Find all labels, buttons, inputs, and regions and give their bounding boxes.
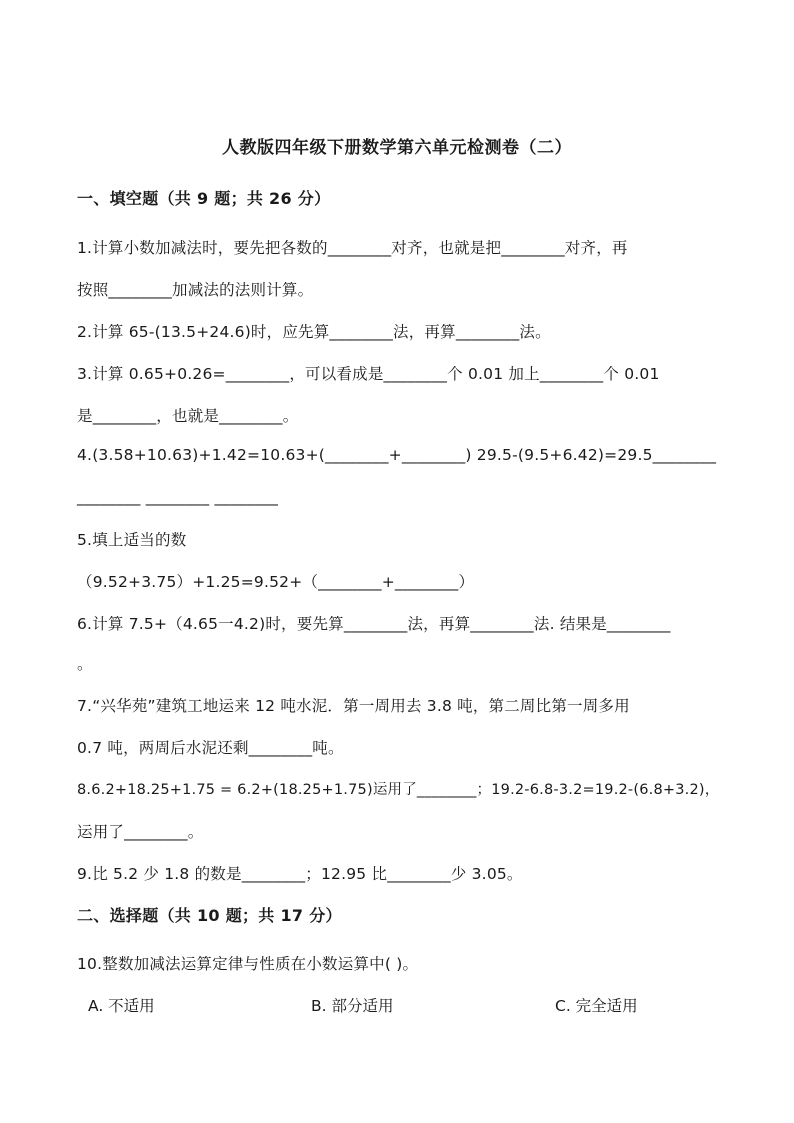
question-line-12: 7.“兴华苑”建筑工地运来 12 吨水泥．第一周用去 3.8 吨，第二周比第一周多用 — [77, 697, 630, 715]
question-line-11: 。 — [77, 655, 93, 673]
question-line-5: 是________，也就是________。 — [77, 407, 299, 425]
page-title: 人教版四年级下册数学第六单元检测卷（二） — [222, 138, 572, 158]
option-b[interactable]: B. 部分适用 — [311, 997, 394, 1015]
question-line-14: 8.6.2+18.25+1.75 = 6.2+(18.25+1.75)运用了________；19.2-6.8-3.2=19.2-(6.8+3.2)， — [77, 782, 720, 798]
question-line-10: 6.计算 7.5+（4.65一4.2)时，要先算________法，再算________法. 结果是________ — [77, 615, 671, 633]
question-10-stem: 10.整数加减法运算定律与性质在小数运算中( )。 — [77, 955, 419, 973]
question-line-16: 9.比 5.2 少 1.8 的数是________；12.95 比________少 3.05。 — [77, 865, 523, 883]
question-line-15: 运用了________。 — [77, 823, 204, 841]
question-line-1: 1.计算小数加减法时，要先把各数的________对齐，也就是把________对齐，再 — [77, 239, 628, 257]
question-line-2: 按照________加减法的法则计算。 — [77, 281, 314, 299]
question-line-8: 5.填上适当的数 — [77, 531, 187, 549]
section-heading-choice: 二、选择题（共 10 题；共 17 分） — [77, 906, 342, 925]
option-a[interactable]: A. 不适用 — [88, 997, 155, 1015]
option-c[interactable]: C. 完全适用 — [555, 997, 638, 1015]
question-line-9: （9.52+3.75）+1.25=9.52+（________+________） — [77, 573, 475, 591]
question-line-13: 0.7 吨，两周后水泥还剩________吨。 — [77, 739, 344, 757]
question-line-7: ________ ________ ________ — [77, 488, 279, 506]
question-line-4: 3.计算 0.65+0.26=________，可以看成是________个 0.01 加上________个 0.01 — [77, 365, 660, 383]
section-heading-fill-in: 一、填空题（共 9 题；共 26 分） — [77, 189, 331, 208]
question-line-6: 4.(3.58+10.63)+1.42=10.63+(________+________) 29.5-(9.5+6.42)=29.5________ — [77, 446, 717, 464]
question-line-3: 2.计算 65-(13.5+24.6)时，应先算________法，再算________法。 — [77, 323, 551, 341]
